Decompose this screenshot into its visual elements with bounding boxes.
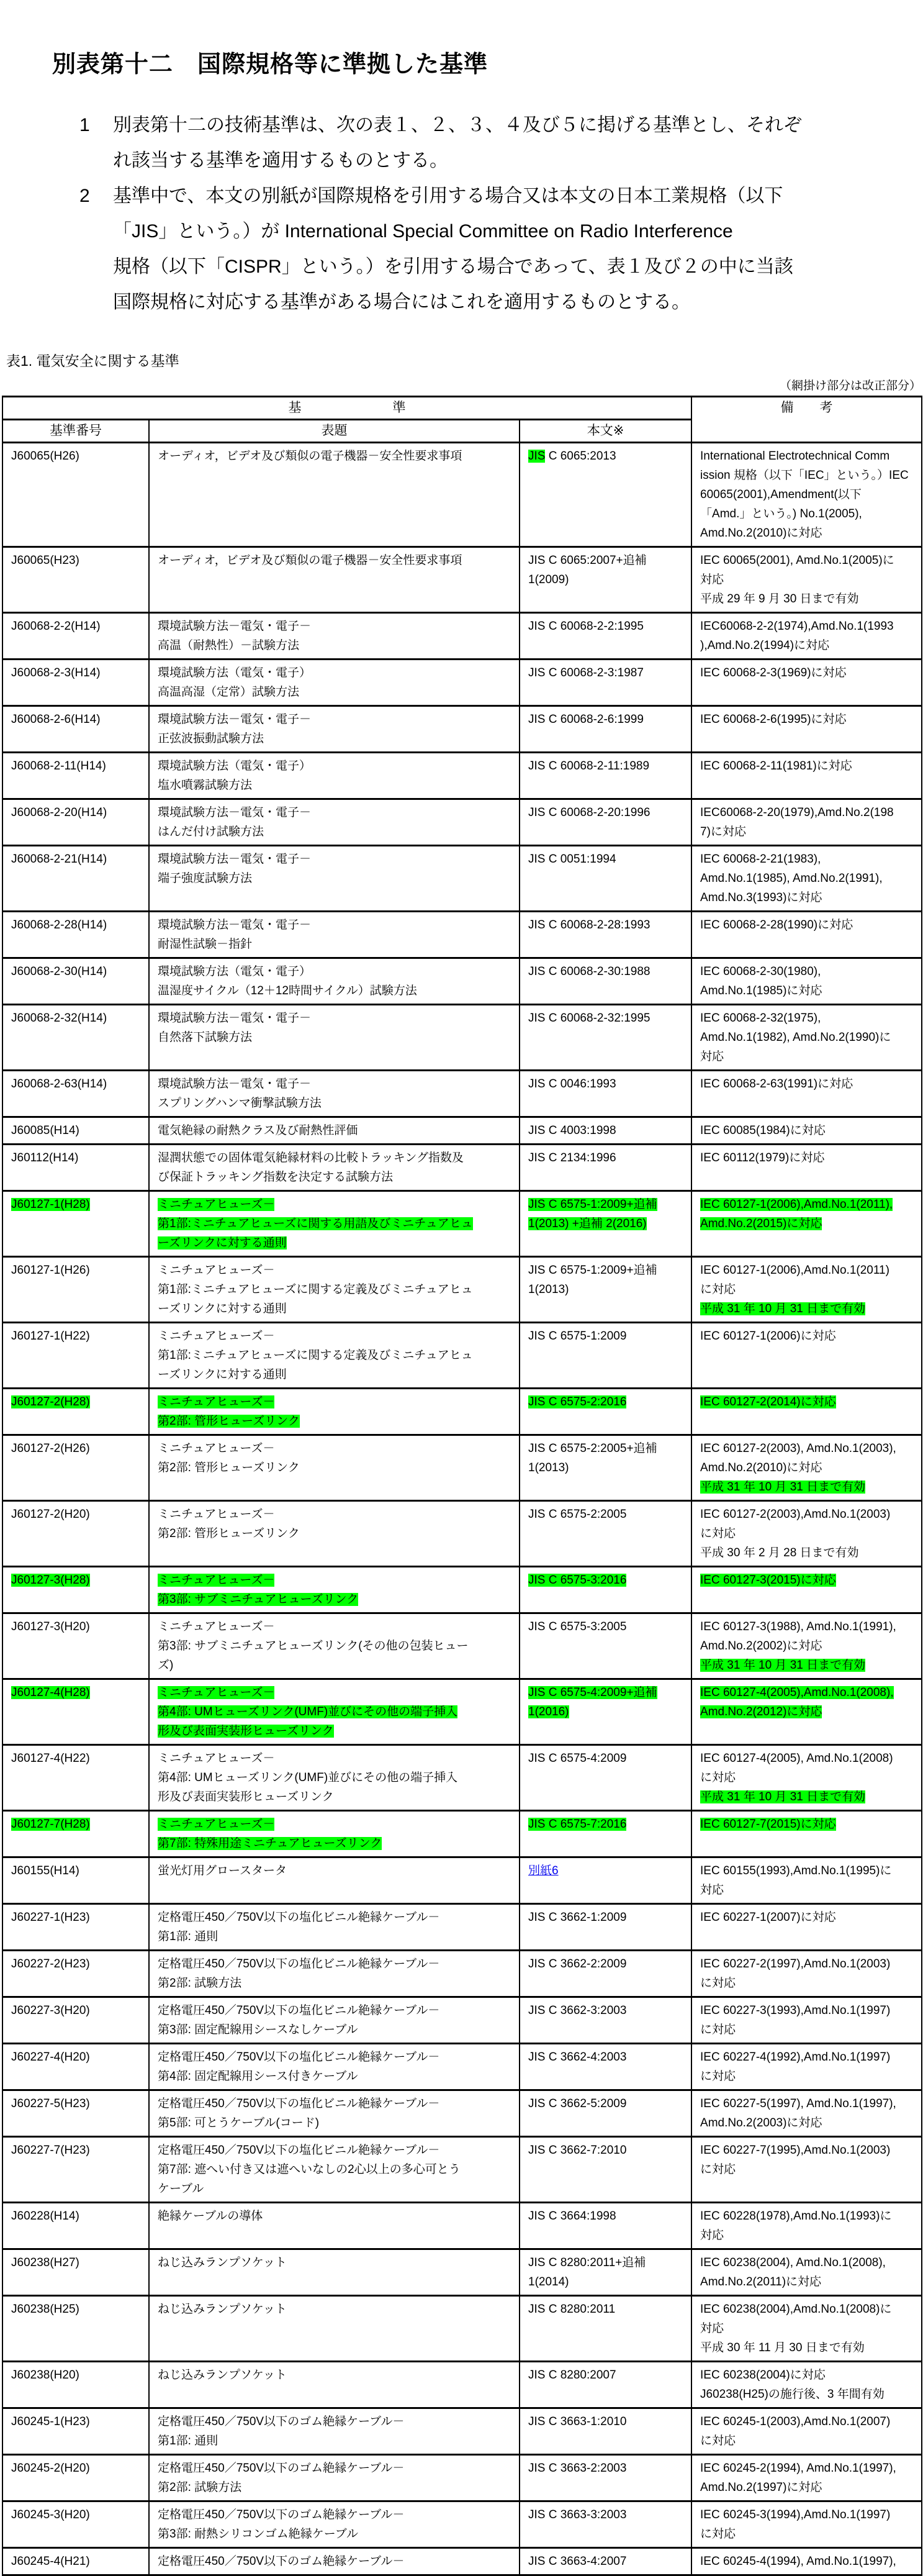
cell-main-text: JIS C 60068-2-6:1999 bbox=[520, 706, 691, 753]
cell-standard-number: J60227-5(H23) bbox=[2, 2090, 149, 2137]
cell-title: ミニチュアヒューズ－ 第1部:ミニチュアヒューズに関する定義及びミニチュアヒュ ーズリンクに対する通則 bbox=[149, 1257, 520, 1323]
cell-main-text: JIS C 3662-5:2009 bbox=[520, 2090, 691, 2137]
cell-main-text: JIS C 3662-4:2003 bbox=[520, 2044, 691, 2090]
cell-main-text bbox=[520, 1679, 691, 1745]
table-row bbox=[2, 1501, 922, 1567]
cell-main-text: JIS C 6065:2007+追補 1(2009) bbox=[520, 547, 691, 613]
table-row bbox=[2, 2203, 922, 2249]
revised-highlight: JIS C 6575-4:2009+追補 bbox=[528, 1686, 657, 1699]
cell-main-text: JIS C 3664:1998 bbox=[520, 2203, 691, 2249]
revised-highlight: 第7部: 特殊用途ミニチュアヒューズリンク bbox=[158, 1837, 382, 1850]
cell-remarks: IEC 60227-4(1992),Amd.No.1(1997) に対応 bbox=[691, 2044, 922, 2090]
revised-highlight: ーズリンクに対する通則 bbox=[158, 1236, 287, 1249]
cell-remarks: IEC 60065(2001), Amd.No.1(2005)に 対応 平成 29 年 9 月 30 日まで有効 bbox=[691, 547, 922, 613]
cell-title: 環境試験方法－電気・電子－ 正弦波振動試験方法 bbox=[149, 706, 520, 753]
table-row bbox=[2, 706, 922, 753]
cell-remarks bbox=[691, 1567, 922, 1613]
table-row bbox=[2, 2408, 922, 2455]
header-title: 表題 bbox=[149, 420, 520, 443]
cell-standard-number bbox=[2, 1679, 149, 1745]
cell-standard-number: J60227-3(H20) bbox=[2, 1997, 149, 2044]
cell-main-text bbox=[520, 1389, 691, 1435]
cell-main-text: JIS C 6575-2:2005 bbox=[520, 1501, 691, 1567]
paragraph-line: 別表第十二の技術基準は、次の表１、２、３、４及び５に掲げる基準とし、それぞ bbox=[113, 115, 802, 135]
table-row bbox=[2, 2044, 922, 2090]
cell-remarks: IEC 60127-1(2006),Amd.No.1(2011) に対応 平成 31 年 10 月 31 日まで有効 bbox=[691, 1257, 922, 1323]
cell-standard-number: J60127-1(H22) bbox=[2, 1323, 149, 1389]
table-row bbox=[2, 547, 922, 613]
table-row bbox=[2, 1145, 922, 1191]
table-row bbox=[2, 1257, 922, 1323]
cell-remarks: IEC 60127-2(2003),Amd.No.1(2003) に対応 平成 30 年 2 月 28 日まで有効 bbox=[691, 1501, 922, 1567]
table-row bbox=[2, 613, 922, 660]
paragraph-2-text bbox=[113, 178, 793, 320]
cell-title: 定格電圧450／750V以下のゴム絶縁ケーブル－ 第3部: 耐熱シリコンゴム絶縁ケーブル bbox=[149, 2501, 520, 2548]
cell-main-text: JIS C 3663-3:2003 bbox=[520, 2501, 691, 2548]
cell-title bbox=[149, 1679, 520, 1745]
table-row bbox=[2, 1191, 922, 1257]
cell-title: 環境試験方法（電気・電子） 塩水噴霧試験方法 bbox=[149, 753, 520, 799]
cell-title: ミニチュアヒューズ－ 第4部: UMヒューズリンク(UMF)並びにその他の端子挿入 形及び表面実装形ヒューズリンク bbox=[149, 1745, 520, 1811]
cell-remarks: IEC 60068-2-63(1991)に対応 bbox=[691, 1071, 922, 1117]
cell-standard-number: J60238(H25) bbox=[2, 2296, 149, 2362]
cell-title: 環境試験方法－電気・電子－ 高温（耐熱性）－試験方法 bbox=[149, 613, 520, 660]
cell-main-text: JIS C 3663-1:2010 bbox=[520, 2408, 691, 2455]
cell-remarks: IEC 60227-7(1995),Amd.No.1(2003) に対応 bbox=[691, 2137, 922, 2203]
table-row bbox=[2, 2137, 922, 2203]
cell-title: ねじ込みランプソケット bbox=[149, 2362, 520, 2408]
cell-title: 環境試験方法（電気・電子） 高温高湿（定常）試験方法 bbox=[149, 660, 520, 706]
cell-standard-number: J60068-2-20(H14) bbox=[2, 799, 149, 846]
cell-remarks: IEC 60238(2004), Amd.No.1(2008), Amd.No.2(2011)に対応 bbox=[691, 2249, 922, 2296]
cell-remarks: IEC 60245-2(1994), Amd.No.1(1997), Amd.No.2(1997)に対応 bbox=[691, 2455, 922, 2501]
table-row bbox=[2, 2548, 922, 2575]
cell-main-text: JIS C 0046:1993 bbox=[520, 1071, 691, 1117]
cell-standard-number: J60245-1(H23) bbox=[2, 2408, 149, 2455]
cell-remarks bbox=[691, 1811, 922, 1857]
table-row bbox=[2, 753, 922, 799]
cell-standard-number: J60127-3(H20) bbox=[2, 1613, 149, 1679]
legend-note: （網掛け部分は改正部分） bbox=[779, 379, 921, 392]
cell-main-text bbox=[520, 1567, 691, 1613]
cell-remarks bbox=[691, 1679, 922, 1745]
cell-remarks: IEC 60238(2004)に対応 J60238(H25)の施行後、3 年間有効 bbox=[691, 2362, 922, 2408]
paragraph-1-number: 1 bbox=[79, 115, 90, 135]
cell-standard-number: J60127-2(H26) bbox=[2, 1435, 149, 1501]
revised-highlight: 形及び表面実装形ヒューズリンク bbox=[158, 1725, 334, 1738]
cell-title: 環境試験方法－電気・電子－ スプリングハンマ衝撃試験方法 bbox=[149, 1071, 520, 1117]
document-page bbox=[0, 45, 923, 2568]
revised-highlight: 第2部: 管形ヒューズリンク bbox=[158, 1415, 300, 1428]
cell-main-text bbox=[520, 1191, 691, 1257]
revised-highlight: ミニチュアヒューズ－ bbox=[158, 1395, 275, 1408]
cell-standard-number bbox=[2, 1389, 149, 1435]
cell-remarks: IEC 60238(2004),Amd.No.1(2008)に 対応 平成 30 年 11 月 30 日まで有効 bbox=[691, 2296, 922, 2362]
cell-title: 環境試験方法（電気・電子） 温湿度サイクル（12＋12時間サイクル）試験方法 bbox=[149, 958, 520, 1005]
cell-title: オーディオ，ビデオ及び類似の電子機器－安全性要求事項 bbox=[149, 547, 520, 613]
paragraph-1-text bbox=[113, 107, 802, 178]
cell-standard-number: J60245-3(H20) bbox=[2, 2501, 149, 2548]
cell-standard-number: J60227-4(H20) bbox=[2, 2044, 149, 2090]
cell-main-text: JIS C 60068-2-30:1988 bbox=[520, 958, 691, 1005]
cell-standard-number: J60227-7(H23) bbox=[2, 2137, 149, 2203]
cell-main-text: JIS C 6575-4:2009 bbox=[520, 1745, 691, 1811]
revised-highlight: ミニチュアヒューズ－ bbox=[158, 1198, 275, 1211]
paragraph-line: 国際規格に対応する基準がある場合にはこれを適用するものとする。 bbox=[113, 292, 690, 312]
revised-highlight: J60127-3(H28) bbox=[11, 1574, 90, 1587]
cell-title: 定格電圧450／750V以下の塩化ビニル絶縁ケーブル－ 第2部: 試験方法 bbox=[149, 1951, 520, 1997]
cell-title: 定格電圧450／750V以下の塩化ビニル絶縁ケーブル－ 第7部: 遮へい付き又は遮へいなしの2心以上の多心可とう ケーブル bbox=[149, 2137, 520, 2203]
cell-main-text: JIS C 8280:2011+追補 1(2014) bbox=[520, 2249, 691, 2296]
cell-main-text: JIS C 8280:2007 bbox=[520, 2362, 691, 2408]
cell-standard-number bbox=[2, 1567, 149, 1613]
cell-title: ねじ込みランプソケット bbox=[149, 2249, 520, 2296]
cell-title: 電気絶縁の耐熱クラス及び耐熱性評価 bbox=[149, 1117, 520, 1145]
cell-standard-number: J60112(H14) bbox=[2, 1145, 149, 1191]
table-row bbox=[2, 958, 922, 1005]
cell-title: 定格電圧450／750V以下のゴム絶縁ケーブル－ 第2部: 試験方法 bbox=[149, 2455, 520, 2501]
revised-highlight: J60127-4(H28) bbox=[11, 1686, 90, 1699]
cell-remarks bbox=[691, 1389, 922, 1435]
table-row bbox=[2, 846, 922, 912]
cell-standard-number: J60068-2-2(H14) bbox=[2, 613, 149, 660]
revised-highlight: 第3部: サブミニチュアヒューズリンク bbox=[158, 1593, 359, 1606]
cell-main-text: JIS C 6575-3:2005 bbox=[520, 1613, 691, 1679]
revised-highlight: J60127-1(H28) bbox=[11, 1198, 90, 1211]
cell-main-text: JIS C 60068-2-20:1996 bbox=[520, 799, 691, 846]
cell-title: 定格電圧450／750V以下の塩化ビニル絶縁ケーブル－ 第4部: 固定配線用シース付きケーブル bbox=[149, 2044, 520, 2090]
cell-main-text: JIS C 6575-1:2009+追補 1(2013) bbox=[520, 1257, 691, 1323]
cell-remarks: IEC 60245-3(1994),Amd.No.1(1997) に対応 bbox=[691, 2501, 922, 2548]
revised-highlight: IEC 60127-3(2015)に対応 bbox=[700, 1574, 836, 1587]
cell-main-text bbox=[520, 1857, 691, 1904]
cell-remarks: IEC 60068-2-30(1980), Amd.No.1(1985)に対応 bbox=[691, 958, 922, 1005]
cell-remarks: IEC 60127-3(1988), Amd.No.1(1991), Amd.No.2(2002)に対応 平成 31 年 10 月 31 日まで有効 bbox=[691, 1613, 922, 1679]
cell-standard-number: J60068-2-6(H14) bbox=[2, 706, 149, 753]
paragraph-2-number: 2 bbox=[79, 186, 90, 206]
page-title: 別表第十二 国際規格等に準拠した基準 bbox=[52, 52, 489, 78]
revised-highlight: 平成 31 年 10 月 31 日まで有効 bbox=[700, 1302, 866, 1315]
cell-title: 環境試験方法－電気・電子－ 耐湿性試験－指針 bbox=[149, 912, 520, 958]
preamble bbox=[0, 107, 923, 320]
table-row bbox=[2, 1679, 922, 1745]
cell-remarks: IEC 60127-4(2005), Amd.No.1(2008) に対応 平成 31 年 10 月 31 日まで有効 bbox=[691, 1745, 922, 1811]
cell-main-text: JIS C 60068-2-28:1993 bbox=[520, 912, 691, 958]
cell-remarks: IEC 60068-2-6(1995)に対応 bbox=[691, 706, 922, 753]
cell-remarks: IEC60068-2-20(1979),Amd.No.2(198 7)に対応 bbox=[691, 799, 922, 846]
cell-main-text: JIS C 3662-2:2009 bbox=[520, 1951, 691, 1997]
cell-main-text: JIS C 60068-2-11:1989 bbox=[520, 753, 691, 799]
cell-main-text: JIS C 3662-1:2009 bbox=[520, 1904, 691, 1951]
header-standard-number: 基準番号 bbox=[2, 420, 149, 443]
cell-title: 定格電圧450／750V以下のゴム絶縁ケーブル－ 第1部: 通則 bbox=[149, 2408, 520, 2455]
cell-standard-number: J60227-2(H23) bbox=[2, 1951, 149, 1997]
revised-highlight: JIS bbox=[528, 450, 546, 463]
cell-main-text: JIS C 3663-4:2007 bbox=[520, 2548, 691, 2575]
cell-standard-number: J60068-2-63(H14) bbox=[2, 1071, 149, 1117]
cell-main-text: JIS C 60068-2-32:1995 bbox=[520, 1005, 691, 1071]
revised-highlight: JIS C 6575-2:2016 bbox=[528, 1395, 627, 1408]
cell-main-text: JIS C 3662-3:2003 bbox=[520, 1997, 691, 2044]
cell-title: 定格電圧450／750V以下の塩化ビニル絶縁ケーブル－ 第1部: 通則 bbox=[149, 1904, 520, 1951]
cell-title: 環境試験方法－電気・電子－ はんだ付け試験方法 bbox=[149, 799, 520, 846]
cell-title bbox=[149, 1191, 520, 1257]
table-row bbox=[2, 1071, 922, 1117]
cell-title: オーディオ，ビデオ及び類似の電子機器－安全性要求事項 bbox=[149, 443, 520, 547]
table-caption: 表1. 電気安全に関する基準 bbox=[6, 353, 179, 369]
cell-standard-number: J60065(H23) bbox=[2, 547, 149, 613]
cell-title: 定格電圧450／750V以下のゴム絶縁ケーブル－ bbox=[149, 2548, 520, 2575]
cell-remarks: IEC 60127-2(2003), Amd.No.1(2003), Amd.No.2(2010)に対応 平成 31 年 10 月 31 日まで有効 bbox=[691, 1435, 922, 1501]
cell-title: ミニチュアヒューズ－ 第1部:ミニチュアヒューズに関する定義及びミニチュアヒュ ーズリンクに対する通則 bbox=[149, 1323, 520, 1389]
cell-standard-number: J60228(H14) bbox=[2, 2203, 149, 2249]
cell-main-text bbox=[520, 1811, 691, 1857]
cell-title: 定格電圧450／750V以下の塩化ビニル絶縁ケーブル－ 第3部: 固定配線用シースなしケーブル bbox=[149, 1997, 520, 2044]
paragraph-2 bbox=[0, 178, 923, 320]
table-row bbox=[2, 1567, 922, 1613]
cell-remarks: IEC 60085(1984)に対応 bbox=[691, 1117, 922, 1145]
cell-title: 定格電圧450／750V以下の塩化ビニル絶縁ケーブル－ 第5部: 可とうケーブル(コード) bbox=[149, 2090, 520, 2137]
table-row bbox=[2, 1904, 922, 1951]
cell-title: 環境試験方法－電気・電子－ 自然落下試験方法 bbox=[149, 1005, 520, 1071]
cell-title: 絶縁ケーブルの導体 bbox=[149, 2203, 520, 2249]
revised-highlight: J60127-2(H28) bbox=[11, 1395, 90, 1408]
cell-title bbox=[149, 1389, 520, 1435]
cell-standard-number: J60065(H26) bbox=[2, 443, 149, 547]
cell-main-text: JIS C 2134:1996 bbox=[520, 1145, 691, 1191]
revised-highlight: ミニチュアヒューズ－ bbox=[158, 1686, 275, 1699]
cell-remarks bbox=[691, 1191, 922, 1257]
header-group-kijun: 基 準 bbox=[2, 397, 691, 420]
cell-standard-number: J60127-1(H26) bbox=[2, 1257, 149, 1323]
cell-remarks: IEC 60155(1993),Amd.No.1(1995)に 対応 bbox=[691, 1857, 922, 1904]
cell-main-text: JIS C 8280:2011 bbox=[520, 2296, 691, 2362]
cell-main-text: JIS C 3662-7:2010 bbox=[520, 2137, 691, 2203]
cell-standard-number bbox=[2, 1811, 149, 1857]
paragraph-line: 基準中で、本文の別紙が国際規格を引用する場合又は本文の日本工業規格（以下 bbox=[113, 186, 783, 206]
cell-title: ミニチュアヒューズ－ 第2部: 管形ヒューズリンク bbox=[149, 1501, 520, 1567]
revised-highlight: ミニチュアヒューズ－ bbox=[158, 1818, 275, 1831]
cell-remarks: IEC 60245-4(1994), Amd.No.1(1997), bbox=[691, 2548, 922, 2575]
revised-highlight: ミニチュアヒューズ－ bbox=[158, 1574, 275, 1587]
cell-standard-number: J60068-2-11(H14) bbox=[2, 753, 149, 799]
table-row bbox=[2, 2090, 922, 2137]
cell-standard-number: J60085(H14) bbox=[2, 1117, 149, 1145]
cell-main-text: JIS C 6065:2013 bbox=[520, 443, 691, 547]
cell-standard-number: J60245-2(H20) bbox=[2, 2455, 149, 2501]
cell-title bbox=[149, 1811, 520, 1857]
table-row bbox=[2, 2249, 922, 2296]
cell-title: 湿潤状態での固体電気絶縁材料の比較トラッキング指数及 び保証トラッキング指数を決定する試験方法 bbox=[149, 1145, 520, 1191]
cell-main-text: JIS C 60068-2-3:1987 bbox=[520, 660, 691, 706]
cell-standard-number: J60238(H20) bbox=[2, 2362, 149, 2408]
table-row bbox=[2, 1951, 922, 1997]
cell-remarks: IEC 60227-5(1997), Amd.No.1(1997), Amd.No.2(2003)に対応 bbox=[691, 2090, 922, 2137]
cell-main-text: JIS C 6575-2:2005+追補 1(2013) bbox=[520, 1435, 691, 1501]
cell-remarks: IEC 60227-2(1997),Amd.No.1(2003) に対応 bbox=[691, 1951, 922, 1997]
table-row bbox=[2, 1389, 922, 1435]
table-row bbox=[2, 2296, 922, 2362]
revised-highlight: IEC 60127-2(2014)に対応 bbox=[700, 1395, 836, 1408]
revised-highlight: 1(2016) bbox=[528, 1705, 569, 1718]
cell-remarks: IEC 60068-2-3(1969)に対応 bbox=[691, 660, 922, 706]
table-body bbox=[2, 443, 922, 2575]
paragraph-line: 「JIS」という。）が International Special Committee on Radio Interference bbox=[113, 221, 733, 242]
table-row bbox=[2, 1997, 922, 2044]
cell-standard-number: J60238(H27) bbox=[2, 2249, 149, 2296]
table-row bbox=[2, 1005, 922, 1071]
cell-remarks: IEC 60112(1979)に対応 bbox=[691, 1145, 922, 1191]
cell-standard-number: J60068-2-3(H14) bbox=[2, 660, 149, 706]
table-row bbox=[2, 1613, 922, 1679]
cell-remarks: IEC 60068-2-11(1981)に対応 bbox=[691, 753, 922, 799]
table-row bbox=[2, 2501, 922, 2548]
revised-highlight: Amd.No.2(2012)に対応 bbox=[700, 1705, 822, 1718]
revised-highlight: JIS C 6575-7:2016 bbox=[528, 1818, 627, 1831]
cell-standard-number: J60127-2(H20) bbox=[2, 1501, 149, 1567]
revised-highlight: 平成 31 年 10 月 31 日まで有効 bbox=[700, 1659, 866, 1672]
cell-title: ミニチュアヒューズ－ 第3部: サブミニチュアヒューズリンク(その他の包装ヒュー ズ) bbox=[149, 1613, 520, 1679]
table-row bbox=[2, 2362, 922, 2408]
cell-title bbox=[149, 1567, 520, 1613]
table-row bbox=[2, 1435, 922, 1501]
cell-remarks: IEC 60227-3(1993),Amd.No.1(1997) に対応 bbox=[691, 1997, 922, 2044]
table-row bbox=[2, 799, 922, 846]
revised-highlight: Amd.No.2(2015)に対応 bbox=[700, 1217, 822, 1230]
table-row bbox=[2, 1857, 922, 1904]
standards-table bbox=[2, 396, 922, 2576]
cell-remarks: IEC 60068-2-21(1983), Amd.No.1(1985), Amd.No.2(1991), Amd.No.3(1993)に対応 bbox=[691, 846, 922, 912]
cell-standard-number: J60068-2-28(H14) bbox=[2, 912, 149, 958]
cell-main-text: JIS C 6575-1:2009 bbox=[520, 1323, 691, 1389]
cell-remarks: International Electrotechnical Comm ission 規格（以下「IEC」という。）IEC 60065(2001),Amendment(以下 「Amd.」という。) No.1(2005), Amd.No.2(2010)に対応 bbox=[691, 443, 922, 547]
cell-remarks: IEC 60227-1(2007)に対応 bbox=[691, 1904, 922, 1951]
table-row bbox=[2, 1745, 922, 1811]
revised-highlight: 第4部: UMヒューズリンク(UMF)並びにその他の端子挿入 bbox=[158, 1705, 458, 1718]
revised-highlight: 平成 31 年 10 月 31 日まで有効 bbox=[700, 1481, 866, 1494]
revised-highlight: IEC 60127-4(2005),Amd.No.1(2008), bbox=[700, 1686, 894, 1699]
cell-standard-number: J60155(H14) bbox=[2, 1857, 149, 1904]
besshi6-link[interactable]: 別紙6 bbox=[528, 1864, 559, 1877]
cell-main-text: JIS C 60068-2-2:1995 bbox=[520, 613, 691, 660]
table-row bbox=[2, 912, 922, 958]
cell-standard-number: J60245-4(H21) bbox=[2, 2548, 149, 2575]
cell-remarks: IEC 60068-2-28(1990)に対応 bbox=[691, 912, 922, 958]
revised-highlight: IEC 60127-7(2015)に対応 bbox=[700, 1818, 836, 1831]
cell-main-text: JIS C 0051:1994 bbox=[520, 846, 691, 912]
paragraph-1 bbox=[0, 107, 923, 178]
cell-standard-number: J60068-2-30(H14) bbox=[2, 958, 149, 1005]
cell-standard-number: J60068-2-32(H14) bbox=[2, 1005, 149, 1071]
revised-highlight: IEC 60127-1(2006),Amd.No.1(2011), bbox=[700, 1198, 893, 1211]
cell-title: 蛍光灯用グロースタータ bbox=[149, 1857, 520, 1904]
header-main-text: 本文※ bbox=[520, 420, 691, 443]
revised-highlight: JIS C 6575-1:2009+追補 bbox=[528, 1198, 657, 1211]
cell-remarks: IEC 60068-2-32(1975), Amd.No.1(1982), Amd.No.2(1990)に 対応 bbox=[691, 1005, 922, 1071]
table-row bbox=[2, 660, 922, 706]
revised-highlight: 平成 31 年 10 月 31 日まで有効 bbox=[700, 1790, 866, 1803]
revised-highlight: J60127-7(H28) bbox=[11, 1818, 90, 1831]
table-row bbox=[2, 2455, 922, 2501]
cell-title: ねじ込みランプソケット bbox=[149, 2296, 520, 2362]
table-row bbox=[2, 443, 922, 547]
cell-standard-number: J60227-1(H23) bbox=[2, 1904, 149, 1951]
cell-remarks: IEC 60245-1(2003),Amd.No.1(2007) に対応 bbox=[691, 2408, 922, 2455]
paragraph-line: 規格（以下「CISPR」という。）を引用する場合であって、表１及び２の中に当該 bbox=[113, 256, 793, 277]
revised-highlight: 1(2013) +追補 2(2016) bbox=[528, 1217, 647, 1230]
header-remarks: 備 考 bbox=[691, 397, 922, 443]
cell-standard-number: J60127-4(H22) bbox=[2, 1745, 149, 1811]
cell-standard-number bbox=[2, 1191, 149, 1257]
cell-standard-number: J60068-2-21(H14) bbox=[2, 846, 149, 912]
cell-title: 環境試験方法－電気・電子－ 端子強度試験方法 bbox=[149, 846, 520, 912]
cell-main-text: JIS C 4003:1998 bbox=[520, 1117, 691, 1145]
revised-highlight: JIS C 6575-3:2016 bbox=[528, 1574, 627, 1587]
cell-remarks: IEC 60127-1(2006)に対応 bbox=[691, 1323, 922, 1389]
table-row bbox=[2, 1323, 922, 1389]
revised-highlight: 第1部:ミニチュアヒューズに関する用語及びミニチュアヒュ bbox=[158, 1217, 473, 1230]
cell-main-text: JIS C 3663-2:2003 bbox=[520, 2455, 691, 2501]
cell-title: ミニチュアヒューズ－ 第2部: 管形ヒューズリンク bbox=[149, 1435, 520, 1501]
cell-remarks: IEC 60228(1978),Amd.No.1(1993)に 対応 bbox=[691, 2203, 922, 2249]
paragraph-line: れ該当する基準を適用するものとする。 bbox=[113, 150, 448, 171]
table-row bbox=[2, 1117, 922, 1145]
table-row bbox=[2, 1811, 922, 1857]
cell-remarks: IEC60068-2-2(1974),Amd.No.1(1993 ),Amd.No.2(1994)に対応 bbox=[691, 613, 922, 660]
table-header bbox=[2, 397, 922, 443]
